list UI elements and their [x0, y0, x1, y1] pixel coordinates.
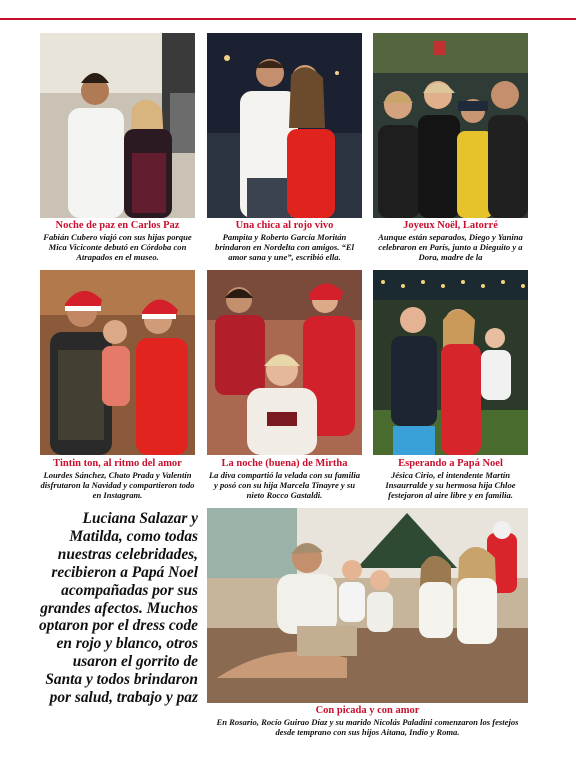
caption-title: Tintin ton, al ritmo del amor	[53, 458, 182, 469]
caption-picada	[207, 705, 528, 737]
photo-tintin	[40, 270, 195, 455]
caption-body: En Rosario, Rocío Guirao Díaz y su marido Nicolás Paladini comenzaron los festejos desde temprano con sus hijos Aitana, Indio y Roma.	[216, 717, 519, 738]
photo-papa-noel	[373, 270, 528, 455]
caption-body: Aunque están separados, Diego y Yanina celebraron en París, junto a Dieguito y a Dora, madre de la	[378, 232, 523, 263]
caption-title: Noche de paz en Carlos Paz	[55, 220, 180, 231]
caption-title: Esperando a Papá Noel	[398, 458, 503, 469]
caption-body: Pampita y Roberto García Moritán brindaron en Nordelta con amigos. “El amor sana y une”, escribió ella.	[215, 232, 354, 263]
caption-title: Con picada y con amor	[315, 705, 420, 716]
caption-title: Joyeux Noël, Latorré	[403, 220, 498, 231]
photo-picada	[207, 508, 528, 703]
photo-mirtha	[207, 270, 362, 455]
caption-title: Una chica al rojo vivo	[235, 220, 334, 231]
caption-papa-noel	[373, 458, 528, 501]
intro-text: Luciana Salazar y Matilda, como todas nuestras celebridades, recibieron a Papá Noel acompañadas por sus grandes afectos. Muchos optaron por el dress code en rojo y blanco, otros usaron el gorrito de Santa y todos brindaron por salud, trabajo y paz	[38, 510, 198, 707]
caption-tintin	[40, 458, 195, 501]
header-rule	[0, 18, 576, 20]
caption-body: La diva compartió la velada con su familia y posó con su hija Marcela Tinayre y su nieto Rocco Gastaldi.	[208, 470, 361, 501]
caption-body: Fabián Cubero viajó con sus hijas porque Mica Viciconte debutó en Córdoba con Atrapados en el museo.	[43, 232, 192, 263]
photo-latorre	[373, 33, 528, 218]
caption-body: Lourdes Sánchez, Chato Prada y Valentín disfrutaron la Navidad y compartieron todo en Instagram.	[40, 470, 195, 501]
caption-rojo-vivo	[207, 220, 362, 263]
caption-body: Jésica Cirio, el intendente Martín Insaurralde y su hermosa hija Chloe festejaron al aire libre y en familia.	[385, 470, 516, 501]
photo-carlos-paz	[40, 33, 195, 218]
caption-title: La noche (buena) de Mirtha	[221, 458, 348, 469]
caption-mirtha	[207, 458, 362, 501]
photo-rojo-vivo	[207, 33, 362, 218]
caption-carlos-paz	[40, 220, 195, 263]
caption-latorre	[373, 220, 528, 263]
